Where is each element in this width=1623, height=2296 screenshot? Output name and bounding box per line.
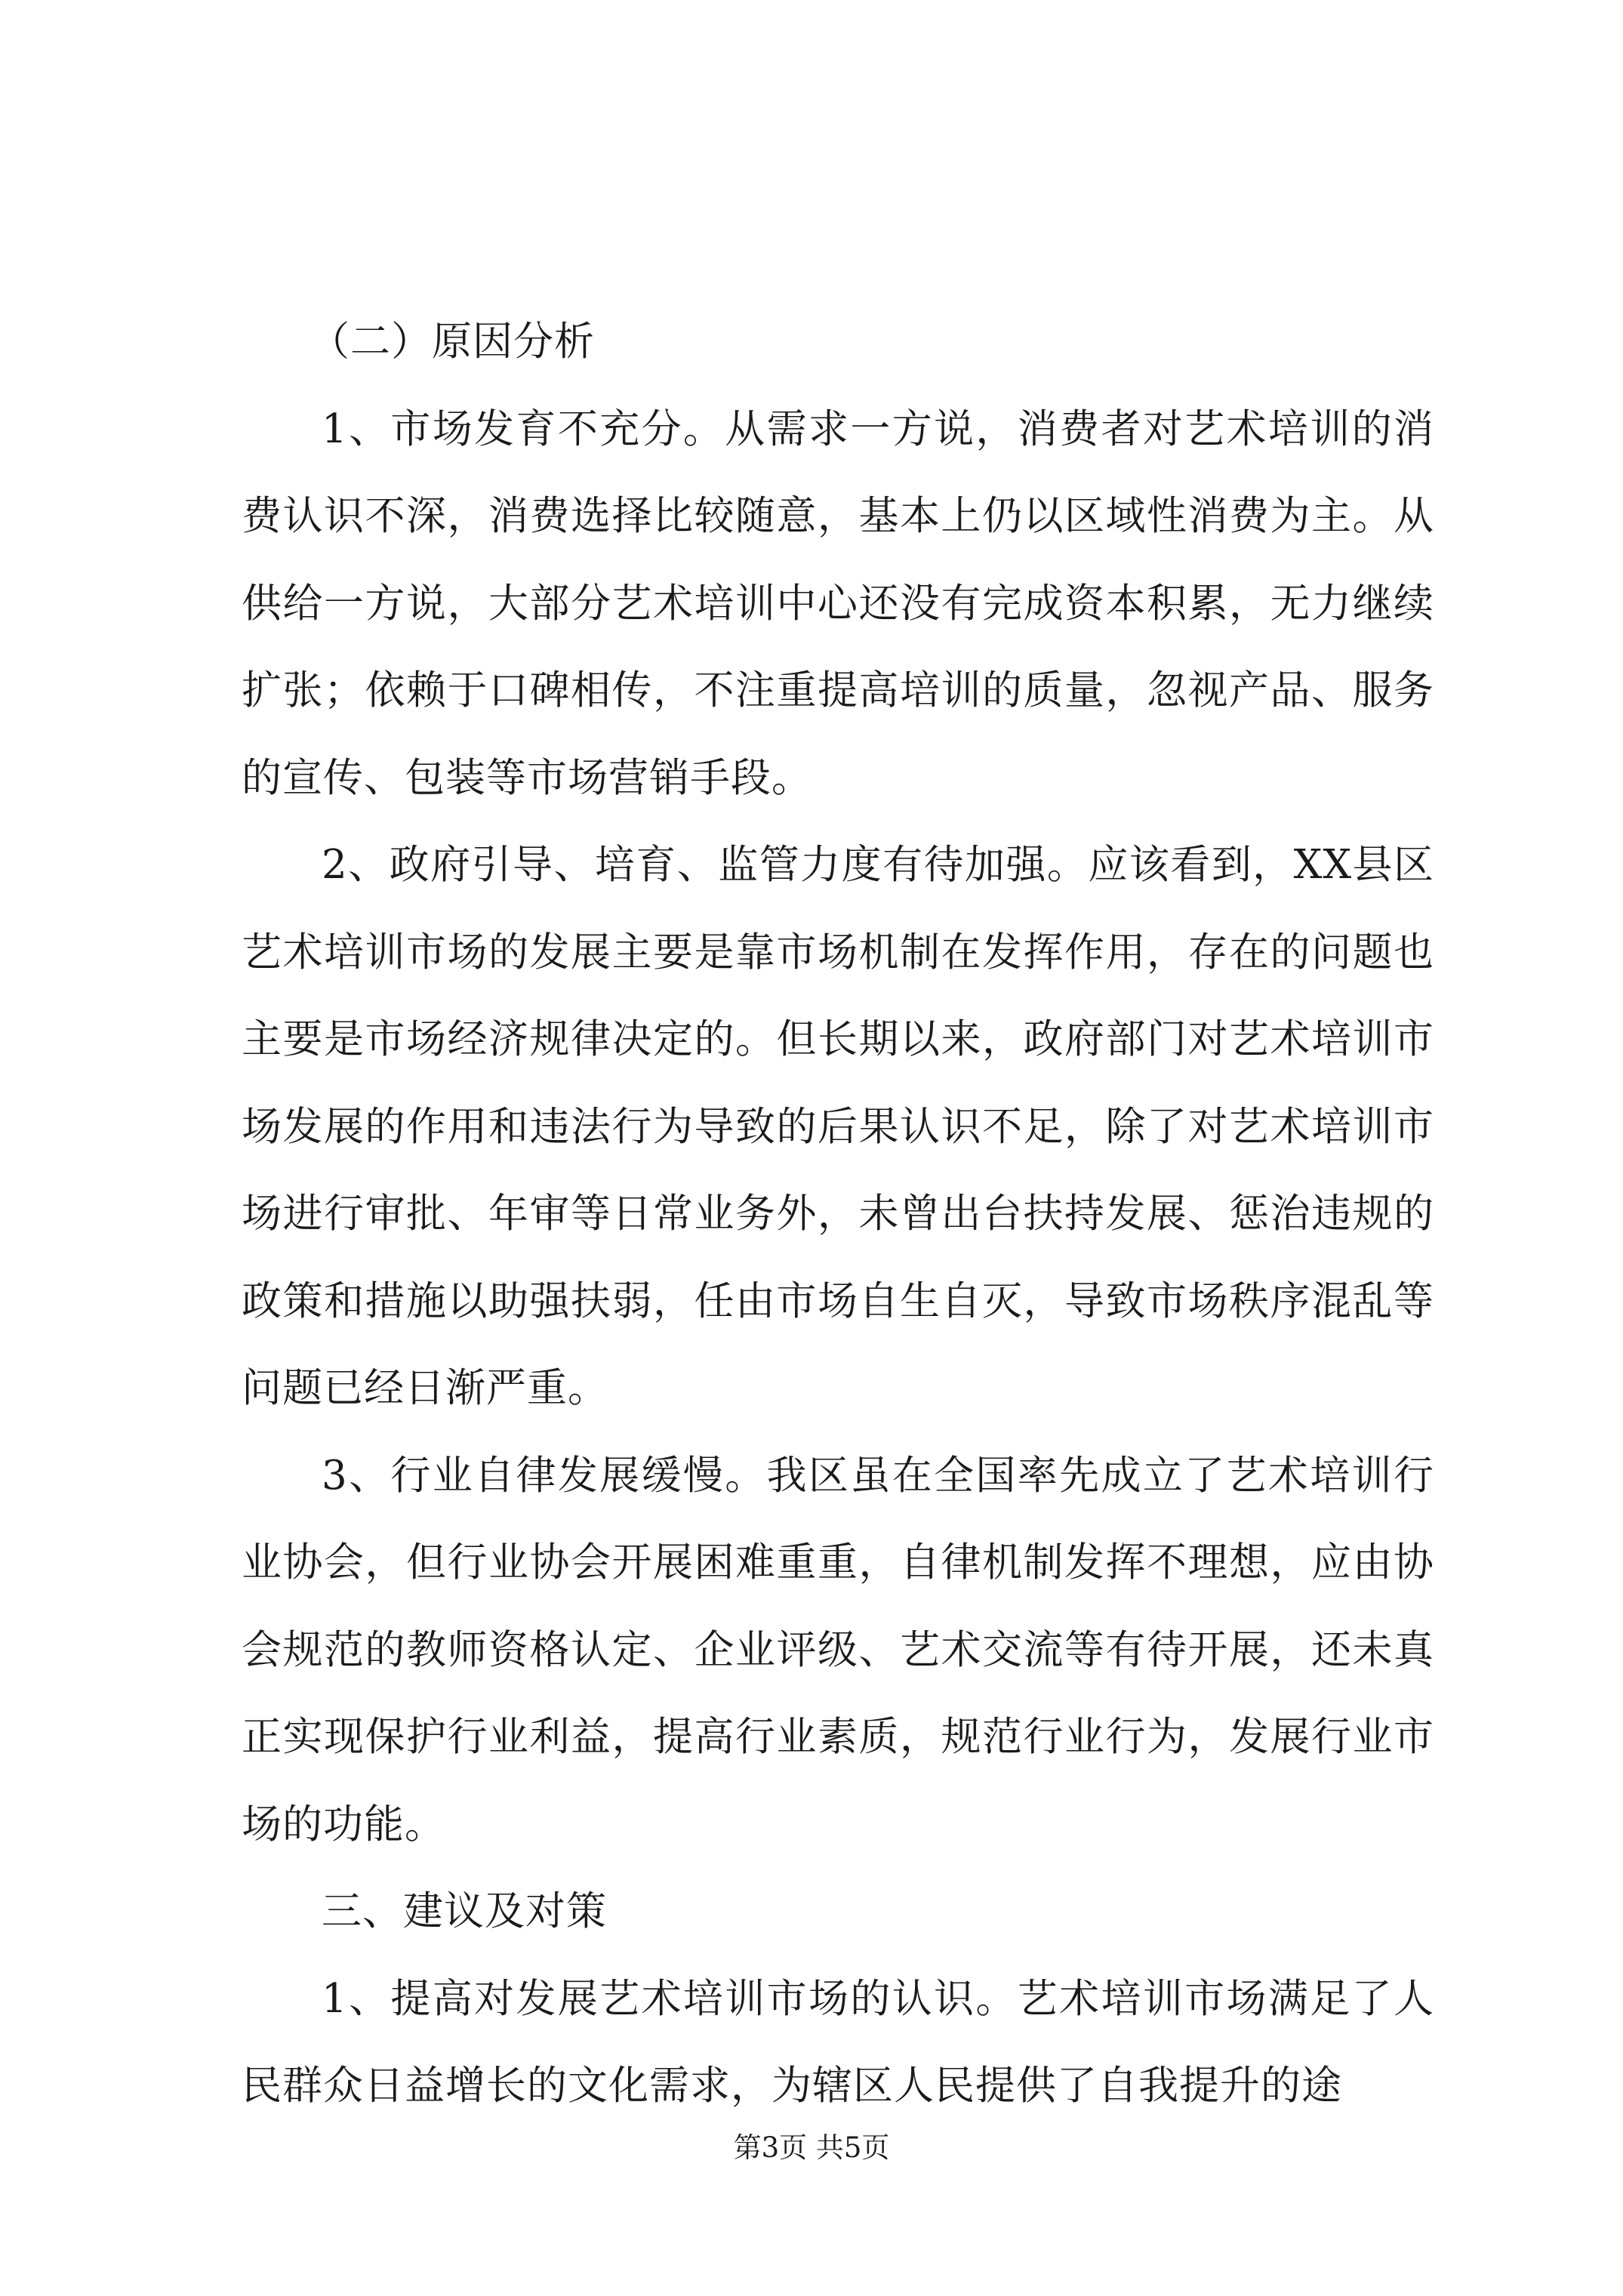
paragraph-market-development: 1、市场发育不充分。从需求一方说，消费者对艺术培训的消费认识不深，消费选择比较随意，基本上仍以区域性消费为主。从供给一方说，大部分艺术培训中心还没有完成资本积累，无力继续扩张；依赖于口碑相传，不注重提高培训的质量，忽视产品、服务的宣传、包装等市场营销手段。 <box>242 405 1434 801</box>
paragraph-government-guidance: 2、政府引导、培育、监管力度有待加强。应该看到，XX县区艺术培训市场的发展主要是靠市场机制在发挥作用，存在的问题也主要是市场经济规律决定的。但长期以来，政府部门对艺术培训市场发展的作用和违法行为导致的后果认识不足，除了对艺术培训市场进行审批、年审等日常业务外，未曾出台扶持发展、惩治违规的政策和措施以助强扶弱，任由市场自生自灭，导致市场秩序混乱等问题已经日渐严重。 <box>242 842 1434 1411</box>
paragraph-industry-self-discipline: 3、行业自律发展缓慢。我区虽在全国率先成立了艺术培训行业协会，但行业协会开展困难重重，自律机制发挥不理想，应由协会规范的教师资格认定、企业评级、艺术交流等有待开展，还未真正实现保护行业利益，提高行业素质，规范行业行为，发展行业市场的功能。 <box>242 1452 1434 1848</box>
document-body <box>242 298 1434 2130</box>
section-heading-cause-analysis: （二）原因分析 <box>310 319 595 365</box>
paragraph-raise-awareness: 1、提高对发展艺术培训市场的认识。艺术培训市场满足了人民群众日益增长的文化需求，为辖区人民提供了自我提升的途 <box>242 1975 1434 2109</box>
page-number-footer: 第3页 共5页 <box>733 2131 890 2164</box>
section-heading-suggestions: 三、建议及对策 <box>322 1888 607 1934</box>
